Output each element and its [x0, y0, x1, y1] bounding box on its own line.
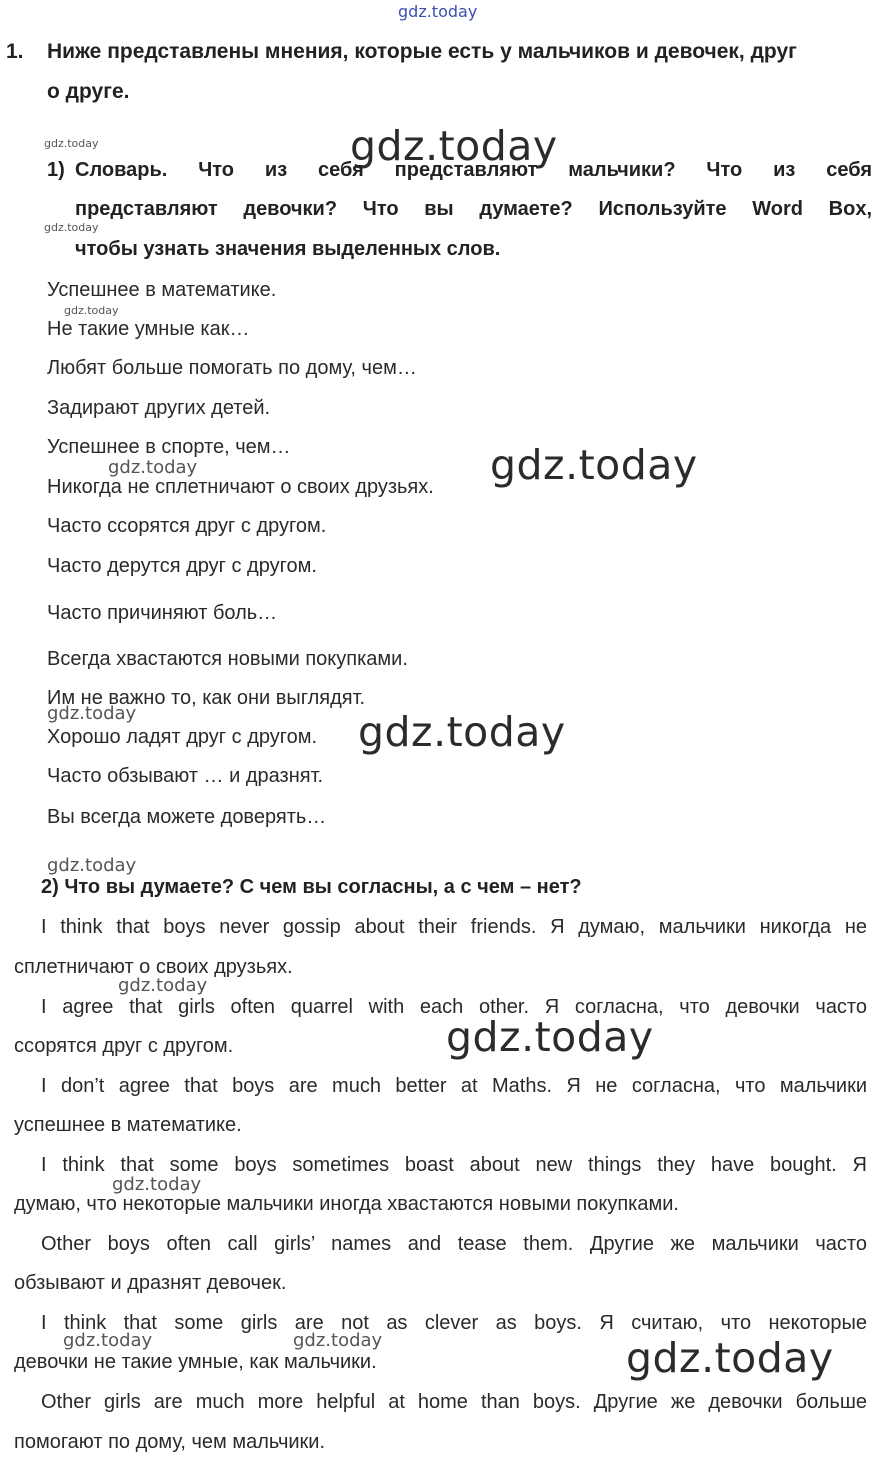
watermark-small: gdz.today: [118, 975, 208, 996]
answer-line: успешнее в математике.: [14, 1114, 242, 1136]
answer-line: ссорятся друг с другом.: [14, 1035, 234, 1057]
part1-number: 1): [47, 159, 65, 181]
watermark-large: gdz.today: [626, 1334, 834, 1382]
part1-heading-line-3: чтобы узнать значения выделенных слов.: [75, 238, 501, 260]
watermark-small: gdz.today: [47, 855, 137, 876]
task-title-line-2: о друге.: [47, 80, 130, 103]
opinion-item: Успешнее в математике.: [47, 279, 277, 301]
opinion-item: Часто причиняют боль…: [47, 602, 278, 624]
answer-line: Other boys often call girls’ names and tease them. Другие же мальчики часто: [41, 1233, 867, 1255]
watermark-small: gdz.today: [108, 457, 198, 478]
opinion-item: Им не важно то, как они выглядят.: [47, 687, 366, 709]
task-title-line-1: Ниже представлены мнения, которые есть у мальчиков и девочек, друг: [47, 40, 797, 63]
watermark-large: gdz.today: [350, 122, 558, 170]
answer-line: I think that some boys sometimes boast about new things they have bought. Я: [41, 1154, 867, 1176]
opinion-item: Часто ссорятся друг с другом.: [47, 515, 327, 537]
answer-line: помогают по дому, чем мальчики.: [14, 1431, 326, 1453]
task-number: 1.: [6, 40, 24, 63]
watermark-small: gdz.today: [63, 1330, 153, 1351]
opinion-item: Никогда не сплетничают о своих друзьях.: [47, 476, 434, 498]
opinion-item: Не такие умные как…: [47, 318, 250, 340]
watermark-large: gdz.today: [490, 441, 698, 489]
watermark-small: gdz.today: [112, 1174, 202, 1195]
part1-heading-line-1: Словарь. Что из себя представляют мальчики? Что из себя: [75, 159, 872, 181]
watermark-small: gdz.today: [47, 703, 137, 724]
answer-line: Other girls are much more helpful at home than boys. Другие же девочки больше: [41, 1391, 867, 1413]
opinion-item: Всегда хвастаются новыми покупками.: [47, 648, 408, 670]
answer-line: девочки не такие умные, как мальчики.: [14, 1351, 377, 1373]
part2-heading: 2) Что вы думаете? С чем вы согласны, а с чем – нет?: [41, 876, 582, 898]
opinion-item: Часто обзывают … и дразнят.: [47, 765, 324, 787]
watermark-large: gdz.today: [446, 1013, 654, 1061]
opinion-item: Задирают других детей.: [47, 397, 271, 419]
opinion-item: Вы всегда можете доверять…: [47, 806, 327, 828]
answer-line: сплетничают о своих друзьях.: [14, 956, 293, 978]
answer-line: I think that boys never gossip about their friends. Я думаю, мальчики никогда не: [41, 916, 867, 938]
watermark-small: gdz.today: [293, 1330, 383, 1351]
watermark-tiny: gdz.today: [44, 221, 99, 234]
watermark-tiny: gdz.today: [64, 304, 119, 317]
part1-heading-line-2: представляют девочки? Что вы думаете? Используйте Word Box,: [75, 198, 872, 220]
opinion-item: Успешнее в спорте, чем…: [47, 436, 291, 458]
opinion-item: Любят больше помогать по дому, чем…: [47, 357, 417, 379]
answer-line: I don’t agree that boys are much better at Maths. Я не согласна, что мальчики: [41, 1075, 867, 1097]
watermark-large: gdz.today: [358, 708, 566, 756]
answer-line: обзывают и дразнят девочек.: [14, 1272, 287, 1294]
watermark-top: gdz.today: [398, 2, 478, 21]
opinion-item: Хорошо ладят друг с другом.: [47, 726, 318, 748]
answer-line: I think that some girls are not as clever as boys. Я считаю, что некоторые: [41, 1312, 867, 1334]
opinion-item: Часто дерутся друг с другом.: [47, 555, 317, 577]
answer-line: I agree that girls often quarrel with each other. Я согласна, что девочки часто: [41, 996, 867, 1018]
answer-line: думаю, что некоторые мальчики иногда хвастаются новыми покупками.: [14, 1193, 679, 1215]
watermark-tiny: gdz.today: [44, 137, 99, 150]
